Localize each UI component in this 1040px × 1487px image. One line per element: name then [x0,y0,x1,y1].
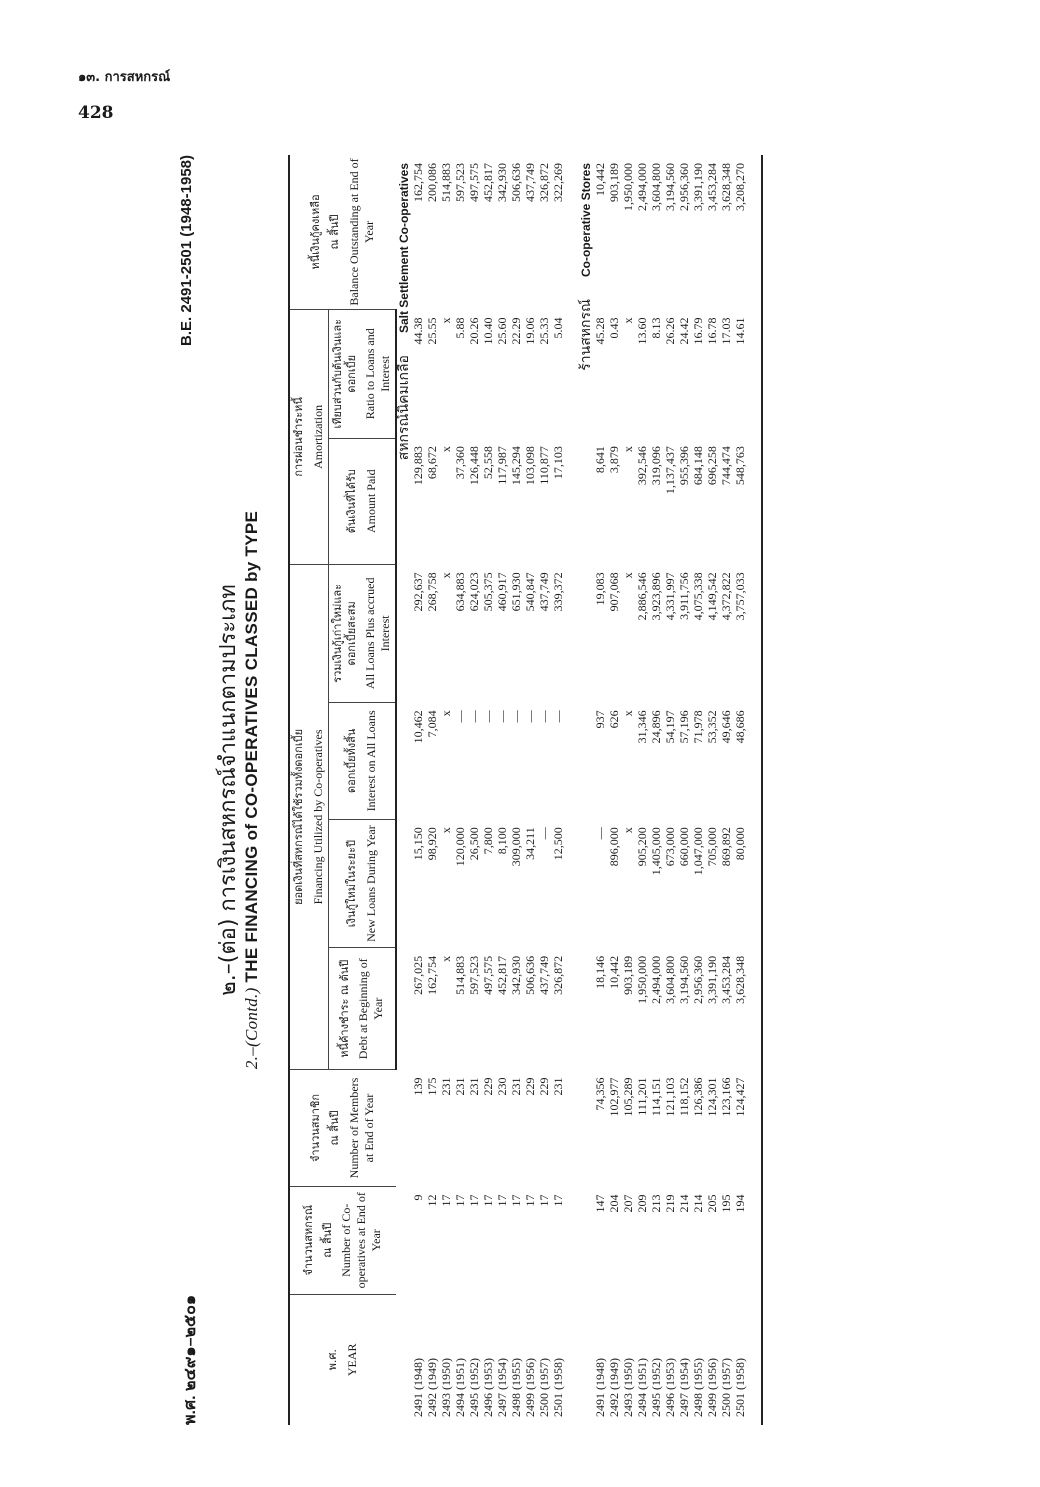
cell-interest: — [467,710,482,723]
cell-paid: 103,098 [523,446,538,486]
page-header [78,66,170,123]
cell-ratio: 16.79 [691,317,706,345]
cell-debt: 497,575 [481,955,496,995]
cell-coops: 214 [691,1194,706,1213]
cell-all: 460,917 [495,572,510,612]
cell-year: 2495 (1952) [467,1358,482,1417]
cell-interest: 7,084 [425,710,440,738]
new-loans-header: เงินกู้ใหม่ในระยะปี New Loans During Year [328,819,396,948]
cell-members: 229 [523,1077,538,1096]
cell-balance: 452,817 [481,163,496,202]
cell-coops: 194 [733,1194,748,1213]
cell-balance: 342,930 [495,163,510,202]
cell-debt: 2,494,000 [649,955,664,1004]
cell-all: 540,847 [523,572,538,612]
cell-ratio: 25.60 [495,317,510,345]
cell-year: 2500 (1957) [719,1358,734,1417]
table-row [593,155,607,1425]
cell-year: 2499 (1956) [523,1358,538,1417]
cell-all: 2,886,546 [635,572,650,621]
cell-coops: 17 [523,1194,538,1207]
table-row [733,155,747,1425]
cell-members: 74,356 [593,1077,608,1111]
cell-members: 175 [425,1077,440,1096]
cell-all: 437,749 [537,572,552,612]
cell-ratio: 26.26 [663,317,678,345]
cell-interest: — [481,710,496,723]
cell-interest: — [551,710,566,723]
cell-members: 231 [439,1077,454,1096]
cell-interest: — [509,710,524,723]
cell-balance: 437,749 [523,163,538,202]
table-row [425,155,439,1425]
cell-paid: 684,148 [691,446,706,486]
cell-balance: 326,872 [537,163,552,202]
cell-year: 2499 (1956) [705,1358,720,1417]
cell-coops: 17 [537,1194,552,1207]
cell-ratio: 0.43 [607,317,622,339]
cell-interest: 48,686 [733,710,748,744]
title-contd-prefix: 2.–(Contd.) [242,987,261,1070]
cell-debt: 342,930 [509,955,524,995]
cell-paid: 3,879 [607,446,622,474]
cell-members: 111,201 [635,1077,650,1116]
section-title-english: Salt Settlement Co-operatives [397,163,412,334]
cell-year: 2492 (1949) [425,1358,440,1417]
cell-debt: 3,194,560 [677,955,692,1004]
cell-new: 896,000 [607,827,622,867]
cell-paid: 548,763 [733,446,748,486]
cell-all: 651,930 [509,572,524,612]
cell-all: 292,637 [411,572,426,612]
cell-balance: 903,189 [607,163,622,202]
cell-interest: 57,196 [677,710,692,744]
cell-year: 2497 (1954) [677,1358,692,1417]
cell-debt: 452,817 [495,955,510,995]
cell-paid: 126,448 [467,446,482,486]
cell-new: x [439,827,454,834]
cell-ratio: x [621,317,636,324]
cell-debt: 3,453,284 [719,955,734,1004]
cell-interest: 54,197 [663,710,678,744]
cell-interest: x [439,710,454,717]
section-title [579,155,593,1425]
cell-balance: 497,575 [467,163,482,202]
cell-interest: x [621,710,636,717]
cell-ratio: 20.26 [467,317,482,345]
cell-debt: 326,872 [551,955,566,995]
title-block [170,155,280,1425]
cell-coops: 147 [593,1194,608,1213]
be-range-thai: พ.ศ. ๒๔๙๑–๒๕๐๑ [182,1294,199,1425]
cell-paid: 145,294 [509,446,524,486]
table-row [495,155,509,1425]
cell-year: 2492 (1949) [607,1358,622,1417]
cell-ratio: 44.38 [411,317,426,345]
cell-new: 673,000 [663,827,678,867]
table-row [607,155,621,1425]
cell-coops: 12 [425,1194,440,1207]
cell-interest: — [523,710,538,723]
cell-all: 339,372 [551,572,566,612]
cell-all: 634,883 [453,572,468,612]
cell-coops: 205 [705,1194,720,1213]
cell-new: 7,800 [481,827,496,855]
cell-members: 230 [495,1077,510,1096]
cell-new: 1,047,000 [691,827,706,876]
cell-debt: 3,604,800 [663,955,678,1004]
cell-interest: 24,896 [649,710,664,744]
cell-balance: 3,194,560 [663,163,678,211]
balance-header: หนี้เงินกู้คงเหลือ ณ สิ้นปี Balance Outstanding at End of Year [289,155,396,309]
cell-paid: 68,672 [425,446,440,480]
cell-paid: 8,641 [593,446,608,474]
cell-interest: 53,352 [705,710,720,744]
cell-members: 124,301 [705,1077,720,1117]
cell-debt: 2,956,360 [691,955,706,1004]
table-row [551,155,565,1425]
cell-ratio: 16.78 [705,317,720,345]
cell-year: 2491 (1948) [593,1358,608,1417]
interest-header: ดอกเบี้ยทั้งสิ้น Interest on All Loans [328,702,396,819]
year-header: พ.ศ. YEAR [289,1294,396,1425]
cell-coops: 195 [719,1194,734,1213]
cell-members: 105,289 [621,1077,636,1117]
cell-members: 121,103 [663,1077,678,1117]
cell-members: 126,386 [691,1077,706,1117]
cell-year: 2494 (1951) [453,1358,468,1417]
cell-members: 231 [467,1077,482,1096]
cell-coops: 213 [649,1194,664,1213]
cell-all: 3,757,033 [733,572,748,621]
cell-balance: 1,950,000 [621,163,636,211]
cell-paid: 52,558 [481,446,496,480]
cell-ratio: 17.03 [719,317,734,345]
cell-coops: 17 [439,1194,454,1207]
cell-year: 2493 (1950) [439,1358,454,1417]
cell-new: 8,100 [495,827,510,855]
chapter-label: ๑๓. การสหกรณ์ [78,70,171,85]
cell-paid: 117,987 [495,446,510,485]
cell-debt: 3,391,190 [705,955,720,1004]
cell-year: 2491 (1948) [411,1358,426,1417]
cell-new: x [621,827,636,834]
cell-paid: 17,103 [551,446,566,480]
cell-balance: 514,883 [439,163,454,202]
section-heading-row [579,155,593,1425]
cell-balance: 200,086 [425,163,440,202]
cell-new: 98,920 [425,827,440,861]
cell-debt: 3,628,348 [733,955,748,1004]
table-row [677,155,691,1425]
financing-table [288,155,763,1425]
coops-header: จำนวนสหกรณ์ ณ สิ้นปี Number of Co-operatives at End of Year [289,1186,396,1294]
table-row [411,155,425,1425]
cell-new: 1,405,000 [649,827,664,876]
cell-year: 2500 (1957) [537,1358,552,1417]
cell-coops: 17 [453,1194,468,1207]
cell-new: 26,500 [467,827,482,861]
table-body [396,155,762,1425]
cell-all: x [439,572,454,579]
cell-new: 309,000 [509,827,524,867]
cell-paid: 696,258 [705,446,720,486]
cell-debt: 1,950,000 [635,955,650,1004]
amount-paid-header: ต้นเงินที่ได้รับ Amount Paid [328,438,396,564]
table-row [635,155,649,1425]
cell-ratio: 5.04 [551,317,566,339]
cell-paid: 129,883 [411,446,426,486]
cell-all: 19,083 [593,572,608,606]
cell-interest: 71,978 [691,710,706,744]
section-title-thai: ร้านสหกรณ์ [578,299,595,371]
cell-all: 505,375 [481,572,496,612]
cell-debt: 514,883 [453,955,468,995]
cell-members: 124,427 [733,1077,748,1117]
cell-debt: 267,025 [411,955,426,995]
cell-members: 229 [481,1077,496,1096]
members-header: จำนวนสมาชิก ณ สิ้นปี Number of Members at End of Year [289,1070,396,1187]
cell-all: 4,331,997 [663,572,678,621]
cell-ratio: 24.42 [677,317,692,345]
cell-balance: 3,453,284 [705,163,720,211]
table-title-thai: ๒.–(ต่อ) การเงินสหกรณ์จำแนกตามประเภท [216,584,241,996]
cell-all: 624,023 [467,572,482,612]
section-heading-row [396,155,411,1425]
cell-paid: 319,096 [649,446,664,486]
cell-debt: 903,189 [621,955,636,995]
amortization-header: การผ่อนชำระหนี้ Amortization [289,309,328,564]
section-title-thai: สหกรณ์นิคมเกลือ [396,355,413,461]
cell-balance: 2,956,360 [677,163,692,211]
cell-interest: — [537,710,552,723]
cell-paid: x [439,446,454,453]
cell-balance: 2,494,000 [635,163,650,211]
cell-new: 905,200 [635,827,650,867]
debt-header: หนี้ค้างชำระ ณ ต้นปี Debt at Beginning of Year [328,948,396,1070]
cell-ratio: 22.29 [509,317,524,345]
cell-paid: 744,474 [719,446,734,486]
cell-debt: x [439,955,454,962]
table-row [663,155,677,1425]
cell-new: 869,892 [719,827,734,867]
cell-balance: 3,391,190 [691,163,706,211]
cell-debt: 506,636 [523,955,538,995]
page-number: 428 [78,103,114,123]
cell-coops: 207 [621,1194,636,1213]
cell-ratio: 25.33 [537,317,552,345]
cell-coops: 17 [495,1194,510,1207]
cell-all: 907,068 [607,572,622,612]
cell-debt: 162,754 [425,955,440,995]
cell-paid: 110,877 [537,446,552,485]
cell-members: 102,977 [607,1077,622,1117]
cell-year: 2501 (1958) [733,1358,748,1417]
financing-header: ยอดเงินที่สหกรณ์ได้ใช้รวมทั้งดอกเบี้ย Financing Utilized by Co-operatives [289,564,328,1069]
cell-new: 705,000 [705,827,720,867]
table-row [439,155,453,1425]
cell-members: 114,151 [649,1077,664,1117]
cell-members: 229 [537,1077,552,1096]
cell-interest: — [453,710,468,723]
cell-ratio: 8.13 [649,317,664,339]
cell-ratio: 5.88 [453,317,468,339]
cell-all: 4,372,822 [719,572,734,621]
cell-year: 2495 (1952) [649,1358,664,1417]
table-row [621,155,635,1425]
cell-interest: 937 [593,710,608,729]
cell-interest: 10,462 [411,710,426,744]
cell-members: 231 [453,1077,468,1096]
cell-paid: 392,546 [635,446,650,486]
cell-ratio: 14.61 [733,317,748,345]
cell-coops: 17 [509,1194,524,1207]
cell-year: 2496 (1953) [481,1358,496,1417]
cell-new: 80,000 [733,827,748,861]
cell-all: 3,923,896 [649,572,664,621]
cell-ratio: 25.55 [425,317,440,345]
cell-coops: 9 [411,1194,426,1201]
cell-new: — [593,827,608,840]
rotated-table-page [170,155,965,1425]
cell-all: x [621,572,636,579]
cell-paid: 37,360 [453,446,468,480]
table-row [481,155,495,1425]
cell-year: 2501 (1958) [551,1358,566,1417]
cell-coops: 17 [551,1194,566,1207]
cell-all: 268,758 [425,572,440,612]
cell-ratio: x [439,317,454,324]
cell-coops: 214 [677,1194,692,1213]
cell-balance: 3,208,270 [733,163,748,211]
cell-ratio: 45.28 [593,317,608,345]
table-row [467,155,481,1425]
cell-new: 120,000 [453,827,468,867]
ratio-header: เทียบส่วนกับต้นเงินและดอกเบี้ย Ratio to Loans and Interest [328,309,396,438]
cell-members: 231 [509,1077,524,1096]
cell-new: 15,150 [411,827,426,861]
cell-members: 118,152 [677,1077,692,1117]
cell-coops: 209 [635,1194,650,1213]
cell-year: 2494 (1951) [635,1358,650,1417]
cell-interest: 626 [607,710,622,729]
be-range-english: B.E. 2491-2501 (1948-1958) [178,155,195,346]
cell-all: 4,075,338 [691,572,706,621]
cell-interest: — [495,710,510,723]
cell-coops: 17 [481,1194,496,1207]
cell-paid: 955,396 [677,446,692,486]
cell-ratio: 13.60 [635,317,650,345]
cell-balance: 3,628,348 [719,163,734,211]
cell-balance: 597,523 [453,163,468,202]
cell-paid: 1,137,437 [663,446,678,495]
section-title [396,155,411,1425]
cell-paid: x [621,446,636,453]
section-title-english: Co-operative Stores [579,163,594,278]
table-row [523,155,537,1425]
table-row [537,155,551,1425]
cell-debt: 18,146 [593,955,608,989]
cell-new: 12,500 [551,827,566,861]
title-english-text: THE FINANCING of CO-OPERATIVES CLASSED by TYPE [242,510,261,983]
cell-new: 660,000 [677,827,692,867]
table-row [649,155,663,1425]
cell-year: 2497 (1954) [495,1358,510,1417]
cell-interest: 49,646 [719,710,734,744]
table-row [719,155,733,1425]
table-row [453,155,467,1425]
cell-all: 3,911,756 [677,572,692,620]
cell-coops: 204 [607,1194,622,1213]
table-row [691,155,705,1425]
cell-debt: 597,523 [467,955,482,995]
cell-balance: 322,269 [551,163,566,202]
table-bottom-rule [747,155,762,1425]
cell-debt: 437,749 [537,955,552,995]
cell-year: 2498 (1955) [509,1358,524,1417]
cell-ratio: 19.06 [523,317,538,345]
cell-debt: 10,442 [607,955,622,989]
cell-year: 2493 (1950) [621,1358,636,1417]
cell-members: 231 [551,1077,566,1096]
all-loans-header: รวมเงินกู้เก่าใหม่และดอกเบี้ยสะสม All Loans Plus accrued Interest [328,564,396,702]
table-row [509,155,523,1425]
cell-coops: 17 [467,1194,482,1207]
cell-interest: 31,346 [635,710,650,744]
cell-balance: 10,442 [593,163,608,196]
cell-all: 4,149,542 [705,572,720,621]
cell-balance: 506,636 [509,163,524,202]
cell-year: 2496 (1953) [663,1358,678,1417]
cell-new: 34,211 [523,827,538,860]
cell-members: 123,166 [719,1077,734,1117]
cell-ratio: 10.40 [481,317,496,345]
cell-coops: 219 [663,1194,678,1213]
cell-balance: 3,604,800 [649,163,664,211]
cell-year: 2498 (1955) [691,1358,706,1417]
cell-members: 139 [411,1077,426,1096]
cell-new: — [537,827,552,840]
table-title-english [242,155,262,1425]
table-row [705,155,719,1425]
cell-balance: 162,754 [411,163,426,202]
